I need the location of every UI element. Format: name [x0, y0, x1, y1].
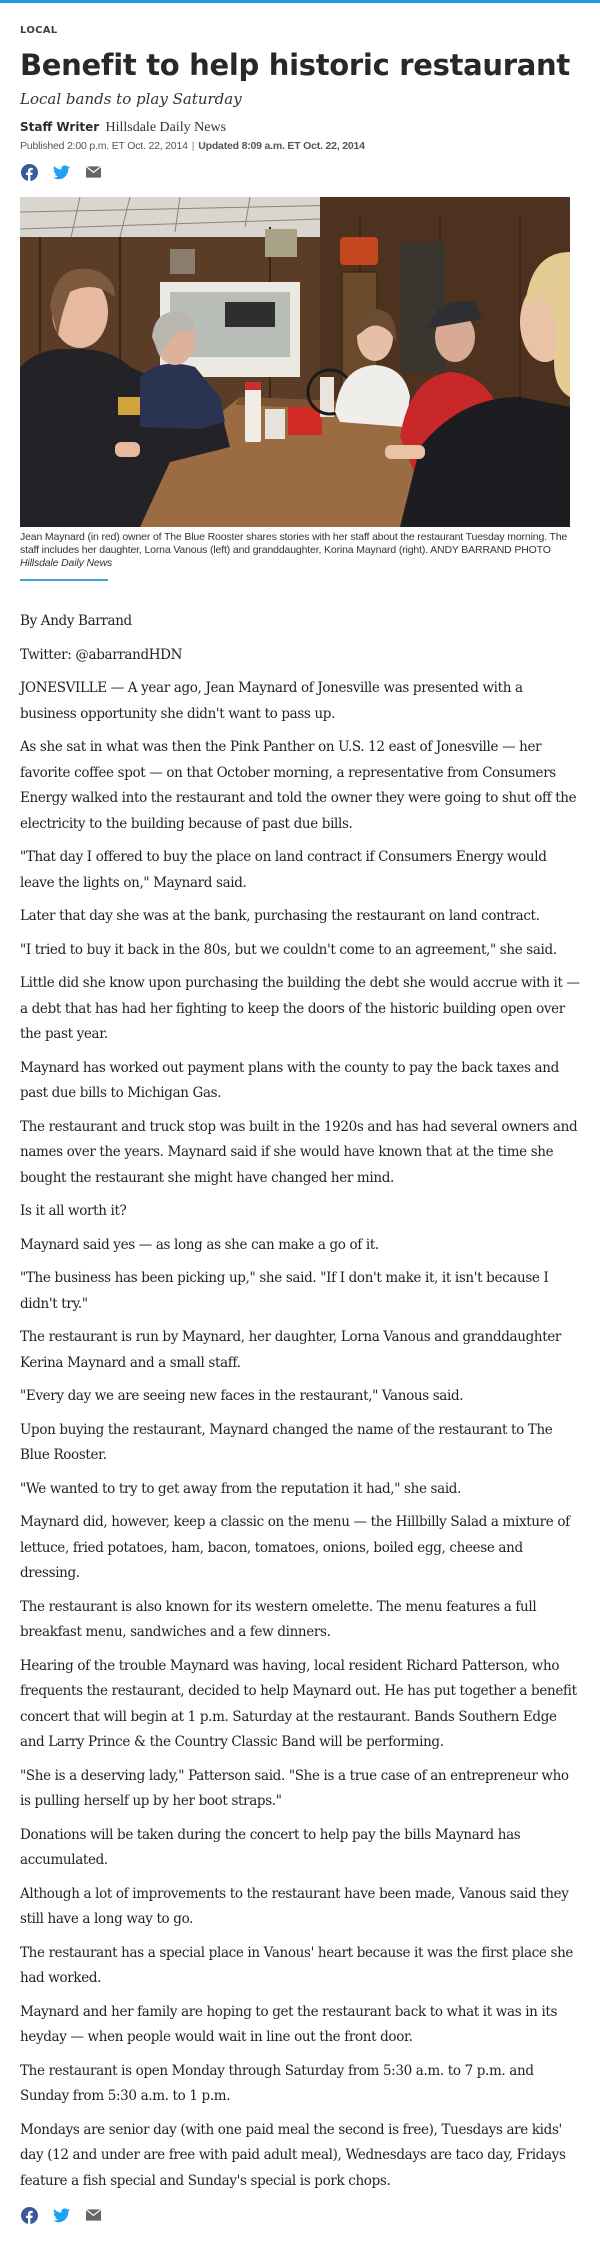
paragraph: The restaurant is also known for its western omelette. The menu features a full breakfast menu, sandwiches and a few dinners.	[20, 1598, 537, 1640]
paragraph: The restaurant is open Monday through Saturday from 5:30 a.m. to 7 p.m. and Sunday from 5:30 a.m. to 1 p.m.	[20, 2062, 534, 2104]
paragraph: Donations will be taken during the concert to help pay the bills Maynard has accumulated.	[20, 1826, 521, 1868]
paragraph: Upon buying the restaurant, Maynard changed the name of the restaurant to The Blue Rooster.	[20, 1421, 553, 1463]
paragraph: By Andy Barrand	[20, 613, 132, 629]
paragraph: Maynard and her family are hoping to get the restaurant back to what it was in its heyday — when people would wait in line out the front door.	[20, 2003, 558, 2045]
paragraph: Hearing of the trouble Maynard was having, local resident Richard Patterson, who frequents the restaurant, decided to help Maynard out. He has put together a benefit concert that will begin at 1 p.m. Saturday at the restaurant. Bands Southern Edge and Larry Prince & the Country Classic Band will be performing.	[20, 1657, 577, 1750]
paragraph: "That day I offered to buy the place on land contract if Consumers Energy would leave the lights on," Maynard said.	[20, 849, 547, 891]
paragraph: JONESVILLE — A year ago, Jean Maynard of Jonesville was presented with a business opportunity she didn't want to pass up.	[20, 680, 523, 722]
published-date: Published 2:00 p.m. ET Oct. 22, 2014	[20, 140, 188, 152]
caption-text: Jean Maynard (in red) owner of The Blue Rooster shares stories with her staff about the restaurant Tuesday morning. The staff includes her daughter, Lorna Vanous (left) and granddaughter, Korina Maynard (right). ANDY BARRAND PHOTO	[20, 531, 568, 556]
paragraph: "The business has been picking up," she said. "If I don't make it, it isn't because I didn't try."	[20, 1270, 549, 1312]
article-photo[interactable]	[20, 197, 570, 527]
restaurant-photo-illustration	[20, 197, 570, 527]
email-icon[interactable]	[84, 163, 102, 181]
organization-name: Hillsdale Daily News	[105, 120, 227, 135]
paragraph: Maynard did, however, keep a classic on the menu — the Hillbilly Salad a mixture of lettuce, fried potatoes, ham, bacon, tomatoes, onions, boiled egg, cheese and dressing.	[20, 1514, 570, 1581]
paragraph: Although a lot of improvements to the restaurant have been made, Vanous said they still have a long way to go.	[20, 1885, 569, 1927]
photo-caption	[20, 531, 580, 570]
photo-credit: Hillsdale Daily News	[20, 557, 113, 569]
paragraph: "She is a deserving lady," Patterson said. "She is a true case of an entrepreneur who is pulling herself up by her boot straps."	[20, 1767, 569, 1809]
paragraph: The restaurant and truck stop was built in the 1920s and has had several owners and names over the years. Maynard said if she would have known that at the time she bought the restaurant she might have changed her mind.	[20, 1118, 578, 1186]
paragraph: "Every day we are seeing new faces in the restaurant," Vanous said.	[20, 1388, 464, 1404]
timestamps	[20, 139, 580, 153]
author-name: Staff Writer	[20, 120, 100, 134]
paragraph: The restaurant is run by Maynard, her daughter, Lorna Vanous and granddaughter Kerina Maynard and a small staff.	[20, 1329, 562, 1371]
share-bar-top	[20, 163, 580, 181]
share-bar-bottom	[20, 2206, 580, 2224]
byline	[20, 119, 580, 136]
paragraph: Maynard has worked out payment plans with the county to pay the back taxes and past due bills to Michigan Gas.	[20, 1059, 559, 1101]
paragraph: Twitter: @abarrandHDN	[20, 646, 183, 663]
facebook-icon[interactable]	[20, 2206, 38, 2224]
paragraph: As she sat in what was then the Pink Panther on U.S. 12 east of Jonesville — her favorite coffee spot — on that October morning, a representative from Consumers Energy walked into the restaurant and told the owner they were going to shut off the electricity to the building because of past due bills.	[20, 739, 577, 832]
caption-divider	[20, 579, 108, 581]
paragraph: Little did she know upon purchasing the building the debt she would accrue with it — a debt that has had her fighting to keep the doors of the historic building open over the past year.	[20, 975, 580, 1042]
paragraph: "I tried to buy it back in the 80s, but we couldn't come to an agreement," she said.	[20, 941, 557, 958]
email-icon[interactable]	[84, 2206, 102, 2224]
paragraph: Is it all worth it?	[20, 1203, 127, 1219]
section-label[interactable]: LOCAL	[20, 25, 58, 36]
paragraph: Maynard said yes — as long as she can make a go of it.	[20, 1236, 379, 1253]
paragraph: Mondays are senior day (with one paid meal the second is free), Tuesdays are kids' day (12 and under are free with paid adult meal), Wednesdays are taco day, Fridays feature a fish special and Sunday's special is pork chops.	[20, 2121, 566, 2189]
twitter-icon[interactable]	[52, 2206, 70, 2224]
article	[0, 25, 600, 2224]
paragraph: The restaurant has a special place in Vanous' heart because it was the first place she had worked.	[20, 1944, 574, 1986]
subheadline: Local bands to play Saturday	[20, 90, 242, 108]
facebook-icon[interactable]	[20, 163, 38, 181]
paragraph: "We wanted to try to get away from the reputation it had," she said.	[20, 1480, 462, 1497]
updated-date: Updated 8:09 a.m. ET Oct. 22, 2014	[198, 140, 365, 152]
headline: Benefit to help historic restaurant	[20, 48, 570, 82]
twitter-icon[interactable]	[52, 163, 70, 181]
top-accent-bar	[0, 0, 600, 3]
paragraph: Later that day she was at the bank, purchasing the restaurant on land contract.	[20, 908, 540, 924]
date-separator: |	[191, 140, 195, 152]
article-body	[20, 609, 580, 2194]
